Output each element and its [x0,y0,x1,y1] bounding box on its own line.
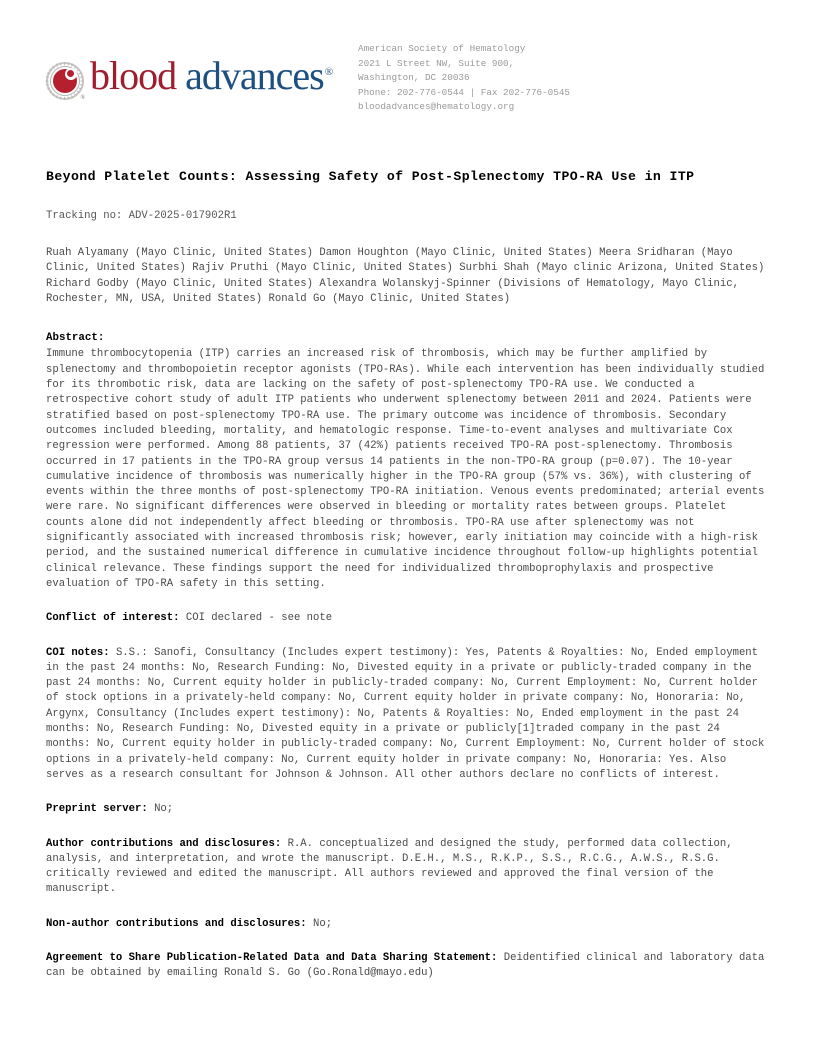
conflict-of-interest-line [46,611,770,626]
address-line-phone-fax: Phone: 202-776-0544 | Fax 202-776-0545 [358,86,571,98]
publisher-address-block [358,42,570,115]
data-sharing-section [46,951,770,982]
preprint-server-label: Preprint server [46,803,142,816]
address-line-organization: American Society of Hematology [358,43,526,54]
seal-ring-tick [64,97,65,100]
preprint-server-section [46,802,770,817]
seal-ring-tick [46,81,49,82]
data-sharing-line [46,951,770,982]
logo-wordmark [90,54,331,108]
seal-ring-tick [81,81,84,82]
preprint-server-line [46,802,770,817]
coi-notes-section [46,646,770,784]
conflict-of-interest-value: COI declared - see note [185,612,333,625]
non-author-contributions-value: No; [313,917,333,930]
abstract-body: Immune thrombocytopenia (ITP) carries an increased risk of thrombosis, which may be further amplified by splenectomy and thrombopoietin receptor agonists (TPO-RAs). While each intervention has been individually studied for its thrombotic risk, data are lacking on the safety of post-splenectomy TPO-RA use. We conducted a retrospective cohort study of adult ITP patients who underwent splenectomy between 2011 and 2024. Patients were stratified based on post-splenectomy TPO-RA use. The primary outcome was incidence of thrombosis. Secondary outcomes included bleeding, mortality, and hematologic response. Time-to-event analyses and multivariate Cox regression were performed. Among 88 patients, 37 (42%) patients received TPO-RA post-splenectomy. Thrombosis occurred in 17 patients in the TPO-RA group versus 14 patients in the non-TPO-RA group (p=0.07). The 10-year cumulative incidence of thrombosis was numerically higher in the TPO-RA group (57% vs. 36%), with clustering of events within the three months of post-splenectomy TPO-RA initiation. Venous events predominated; arterial events were rare. No significant differences were observed in bleeding or mortality rates between groups. Platelet counts alone did not independently affect bleeding or thrombosis. TPO-RA use after splenectomy was not significantly associated with increased thrombosis risk; however, early initiation may coincide with a high-risk period, and the sustained numerical difference in cumulative incidence throughout follow-up highlights potential clinical relevance. These findings support the need for individualized thromboprophylaxis and prospective evaluation of TPO-RA safety in this setting. [46,348,765,590]
seal-cell-dot [67,70,74,77]
data-sharing-separator: : [491,951,504,964]
non-author-contributions-separator: : [300,917,314,930]
author-contributions-label: Author contributions and disclosures [46,837,275,850]
coi-notes-value: S.S.: Sanofi, Consultancy (Includes expert testimony): Yes, Patents & Royalties: No, Ended employment in the past 24 months: No, Research Funding: No, Divested equity in a private or publicly-traded company in the past 24 months: No, Current equity holder in publicly-traded company: No, Current Employment: No, Current holder of stock options in a privately-held company: No, Current equity holder in private company: No, Honoraria: No, Argynx, Consultancy (Includes expert testimony): No, Patents & Royalties: No, Ended employment in the past 24 months: No, Research Funding: No, Divested equity in a private or publicly[1]traded company in the past 24 months: No, Current equity holder in publicly-traded company: No, Current Employment: No, Current holder of stock options in a privately-held company: No, Current equity holder in private company: No, Honoraria: Yes. Also serves as a research consultant for Johnson & Johnson. All other authors declare no conflicts of interest. [46,646,765,781]
tracking-number: Tracking no: ADV-2025-017902R1 [46,210,237,222]
masthead [46,42,770,134]
abstract-section [46,331,770,592]
author-contributions-value: R.A. conceptualized and designed the study, performed data collection, analysis, and interpretation, and wrote the manuscript. D.E.H., M.S., R.K.P., S.S., R.C.G., A.W.S., R.S.G. critically reviewed and edited the manuscript. All authors reviewed and approved the final version of the manuscript. [46,837,733,896]
non-author-contributions-line [46,917,770,932]
conflict-of-interest-separator: : [173,612,186,625]
author-contributions-separator: : [274,837,288,850]
address-line-email[interactable]: bloodadvances@hematology.org [358,101,515,113]
preprint-server-separator: : [141,803,155,816]
asH-seal-icon [46,62,84,100]
author-affiliation-list: Ruah Alyamany (Mayo Clinic, United States) Damon Houghton (Mayo Clinic, United States) Meera Sridharan (Mayo Clinic, United States) Rajiv Pruthi (Mayo Clinic, United States) Surbhi Shah (Mayo clinic Arizona, United States) Richard Godby (Mayo Clinic, United States) Alexandra Wolanskyj-Spinner (Divisions of Hematology, Mayo Clinic, Rochester, MN, USA, United States) Ronald Go (Mayo Clinic, United States) [46,247,765,305]
preprint-server-value: No; [154,803,174,816]
logo-word-advances: advances [185,53,324,98]
address-line-street: 2021 L Street NW, Suite 900, [358,57,515,69]
coi-notes-separator: : [103,646,116,659]
author-contributions-section [46,837,770,898]
abstract-heading: Abstract: [46,332,105,345]
conflict-of-interest-section [46,611,770,626]
conflict-of-interest-label: Conflict of interest [46,612,174,625]
non-author-contributions-label: Non-author contributions and disclosures [46,917,301,930]
page-title: Beyond Platelet Counts: Assessing Safety of Post-Splenectomy TPO-RA Use in ITP [46,169,695,184]
data-sharing-value: Deidentified clinical and laboratory data can be obtained by emailing Ronald S. Go (Go.Ronald@mayo.edu) [46,951,765,980]
blood-advances-logo [46,53,333,106]
logo-registered-mark: ® [324,66,333,78]
address-line-city: Washington, DC 20036 [358,72,470,84]
non-author-contributions-section [46,917,770,932]
coi-notes-label: COI notes [46,646,104,659]
author-contributions-line [46,837,770,898]
coi-notes-line [46,646,770,784]
seal-registered-mark: ® [80,95,85,101]
document-body [46,168,770,1001]
logo-word-blood: blood [90,53,177,98]
data-sharing-label: Agreement to Share Publication-Related Data and Data Sharing Statement [46,951,492,964]
seal-ring-tick [64,62,65,65]
